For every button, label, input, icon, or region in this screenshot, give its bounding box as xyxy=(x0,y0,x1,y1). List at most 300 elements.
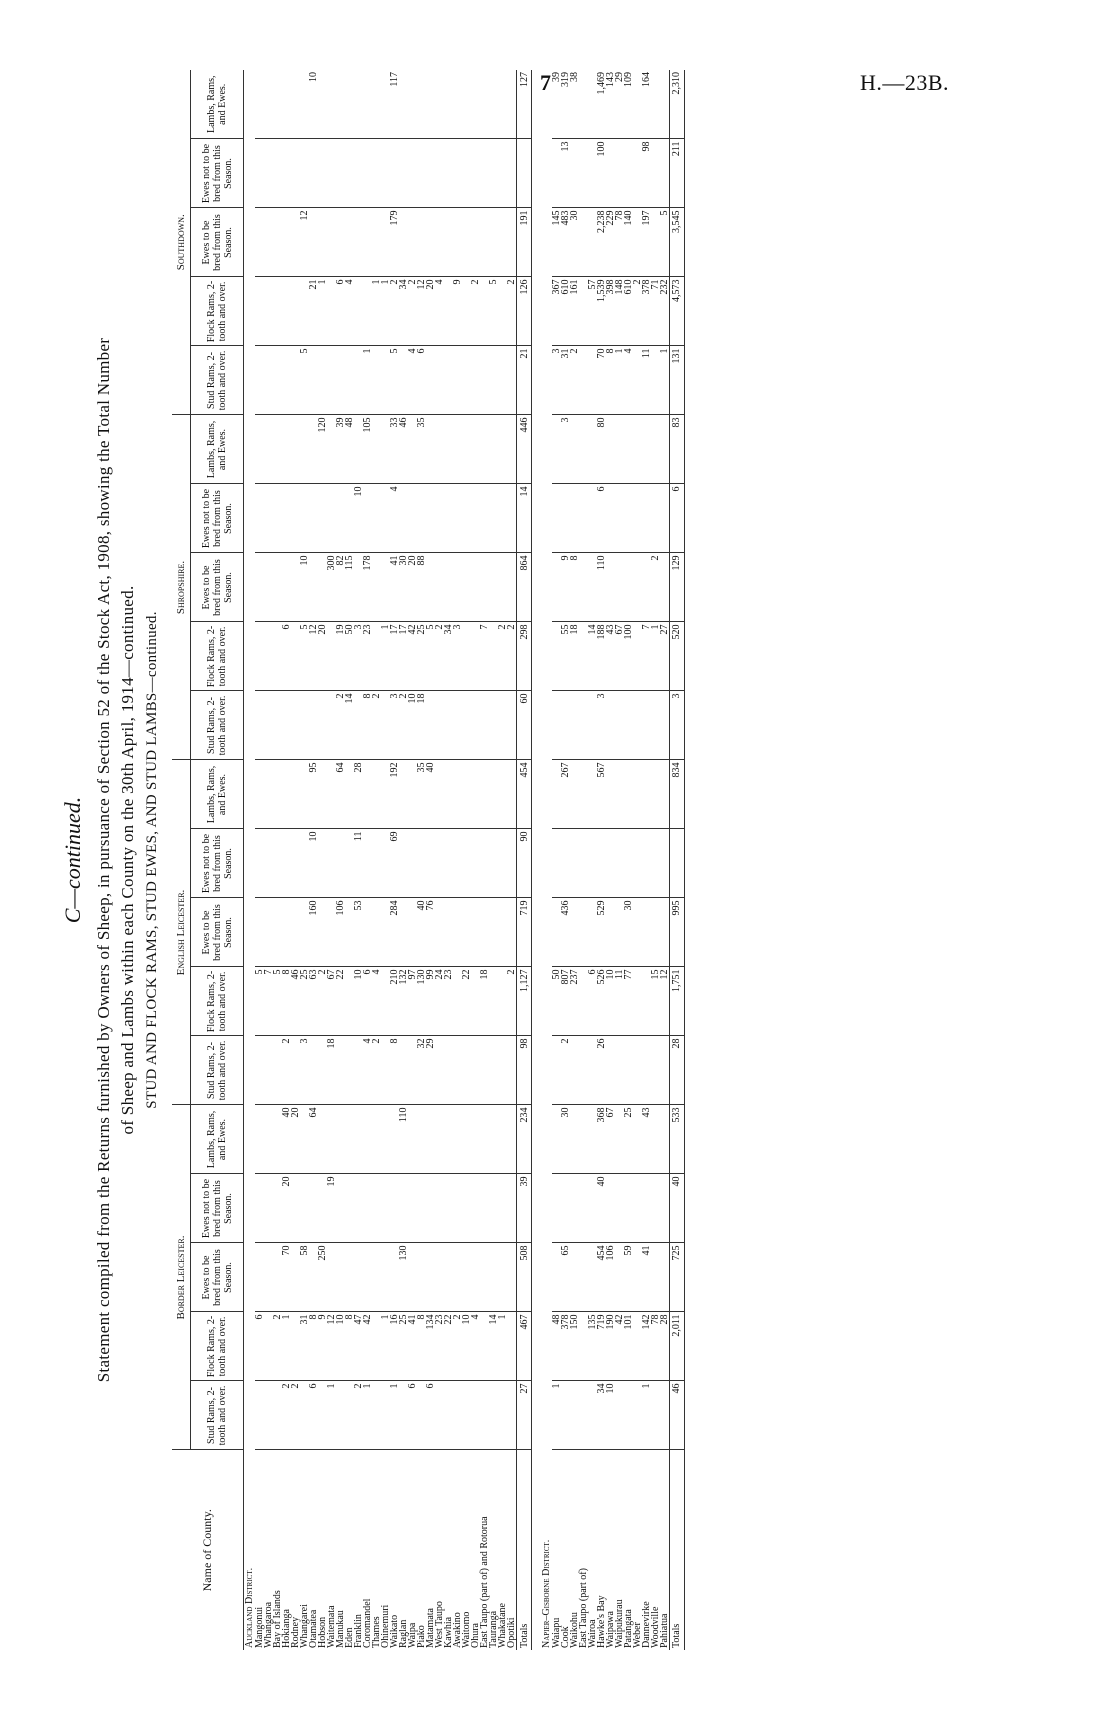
county-name: Woodville xyxy=(649,1606,661,1648)
table-cell xyxy=(372,553,381,622)
county-name: Waikato xyxy=(389,1614,400,1648)
table-cell xyxy=(552,1036,561,1105)
table-cell xyxy=(345,1174,354,1243)
table-cell xyxy=(399,484,408,553)
table-cell xyxy=(498,967,507,1036)
table-cell: 23 xyxy=(435,1312,444,1381)
table-cell: 48 xyxy=(345,415,354,484)
table-cell xyxy=(453,1174,462,1243)
table-cell: 368 xyxy=(597,1105,606,1174)
county-name: Wairoa xyxy=(586,1619,598,1648)
table-cell xyxy=(273,277,282,346)
table-cell xyxy=(624,415,633,484)
table-cell: 3 xyxy=(390,691,399,760)
table-cell: 1 xyxy=(282,1312,291,1381)
table-cell xyxy=(462,346,471,415)
table-row xyxy=(570,70,579,1650)
table-row xyxy=(507,70,517,1650)
table-cell: 2 xyxy=(633,277,642,346)
table-cell: 2 xyxy=(570,346,579,415)
table-cell xyxy=(426,691,435,760)
table-cell xyxy=(255,1381,264,1450)
table-cell: 20 xyxy=(408,553,417,622)
table-cell xyxy=(273,346,282,415)
table-cell xyxy=(615,553,624,622)
table-cell xyxy=(552,553,561,622)
table-cell xyxy=(606,1036,615,1105)
table-cell xyxy=(651,1174,660,1243)
table-cell xyxy=(300,139,309,208)
table-cell xyxy=(336,1381,345,1450)
table-cell xyxy=(471,691,480,760)
table-cell xyxy=(624,1174,633,1243)
table-cell xyxy=(651,139,660,208)
table-cell: 2 xyxy=(651,553,660,622)
table-cell xyxy=(318,208,327,277)
table-cell: 95 xyxy=(309,760,318,829)
table-cell xyxy=(354,346,363,415)
table-cell: 197 xyxy=(642,208,651,277)
totals-cell xyxy=(669,829,684,898)
county-name: Otamatea xyxy=(308,1609,319,1648)
table-cell: 18 xyxy=(480,967,489,1036)
table-row xyxy=(336,70,345,1650)
table-cell: 3 xyxy=(597,691,606,760)
table-cell xyxy=(642,484,651,553)
totals-cell: 454 xyxy=(517,760,532,829)
table-cell xyxy=(363,829,372,898)
table-cell xyxy=(651,484,660,553)
table-cell xyxy=(273,139,282,208)
table-cell xyxy=(552,829,561,898)
column-header: Stud Rams, 2-tooth and over. xyxy=(191,691,244,760)
table-cell xyxy=(498,346,507,415)
table-cell xyxy=(624,760,633,829)
table-cell xyxy=(606,760,615,829)
table-cell: 567 xyxy=(597,760,606,829)
table-cell: 4 xyxy=(345,277,354,346)
table-cell xyxy=(417,139,426,208)
table-cell: 40 xyxy=(597,1174,606,1243)
table-cell xyxy=(480,415,489,484)
table-cell xyxy=(264,1105,273,1174)
table-row xyxy=(408,70,417,1650)
table-cell xyxy=(381,1174,390,1243)
table-cell xyxy=(300,691,309,760)
table-cell xyxy=(327,829,336,898)
table-cell xyxy=(282,898,291,967)
table-cell xyxy=(318,691,327,760)
table-cell xyxy=(453,208,462,277)
table-cell xyxy=(624,553,633,622)
table-cell: 4 xyxy=(435,277,444,346)
table-cell: 32 xyxy=(417,1036,426,1105)
table-cell xyxy=(642,691,651,760)
table-cell xyxy=(444,553,453,622)
table-cell xyxy=(453,70,462,139)
table-cell xyxy=(642,1036,651,1105)
table-cell xyxy=(318,829,327,898)
breed-group-header: Border Leicester. xyxy=(172,1105,191,1450)
table-cell xyxy=(345,70,354,139)
table-cell xyxy=(444,139,453,208)
column-header: Lambs, Rams, and Ewes. xyxy=(191,415,244,484)
table-cell xyxy=(363,1174,372,1243)
page-number: 7 xyxy=(540,70,551,95)
table-cell: 1 xyxy=(381,277,390,346)
table-cell xyxy=(291,898,300,967)
table-cell xyxy=(345,1243,354,1312)
table-cell: 8 xyxy=(570,553,579,622)
table-cell xyxy=(633,553,642,622)
totals-cell: 40 xyxy=(669,1174,684,1243)
table-cell xyxy=(426,208,435,277)
table-cell xyxy=(507,1174,517,1243)
table-row xyxy=(633,70,642,1650)
table-cell: 5 xyxy=(489,277,498,346)
table-cell xyxy=(615,415,624,484)
table-cell xyxy=(417,829,426,898)
table-cell: 10 xyxy=(336,1312,345,1381)
table-cell xyxy=(498,139,507,208)
table-cell xyxy=(372,208,381,277)
county-name: Weber xyxy=(631,1622,643,1648)
table-cell: 43 xyxy=(642,1105,651,1174)
county-name: Rodney xyxy=(290,1616,301,1648)
table-cell xyxy=(471,484,480,553)
table-cell: 4 xyxy=(372,967,381,1036)
table-cell xyxy=(435,760,444,829)
table-cell: 76 xyxy=(426,898,435,967)
table-cell xyxy=(309,1036,318,1105)
table-cell xyxy=(453,484,462,553)
table-cell xyxy=(264,553,273,622)
table-cell xyxy=(264,208,273,277)
totals-cell: 21 xyxy=(517,346,532,415)
table-cell: 284 xyxy=(390,898,399,967)
table-cell xyxy=(642,553,651,622)
table-cell xyxy=(507,208,517,277)
table-cell xyxy=(408,1174,417,1243)
table-cell xyxy=(462,760,471,829)
table-cell xyxy=(480,139,489,208)
table-cell xyxy=(489,829,498,898)
table-cell xyxy=(273,691,282,760)
table-cell: 21 xyxy=(309,277,318,346)
table-cell xyxy=(444,415,453,484)
table-cell xyxy=(255,898,264,967)
table-cell: 2 xyxy=(372,691,381,760)
table-cell xyxy=(615,484,624,553)
table-cell: 24 xyxy=(435,967,444,1036)
table-cell xyxy=(327,1243,336,1312)
table-cell xyxy=(354,208,363,277)
county-name: Ohura xyxy=(470,1623,481,1648)
table-cell xyxy=(480,1105,489,1174)
table-cell: 130 xyxy=(399,1243,408,1312)
table-cell xyxy=(453,415,462,484)
table-cell xyxy=(471,208,480,277)
table-cell: 1 xyxy=(615,346,624,415)
table-cell xyxy=(489,1381,498,1450)
table-cell: 1 xyxy=(363,346,372,415)
totals-cell: 83 xyxy=(669,415,684,484)
table-cell xyxy=(480,484,489,553)
totals-cell: 1,751 xyxy=(669,967,684,1036)
table-cell xyxy=(408,1105,417,1174)
table-cell: 134 xyxy=(426,1312,435,1381)
table-cell xyxy=(444,829,453,898)
totals-row xyxy=(517,70,532,1650)
table-cell xyxy=(372,760,381,829)
table-cell xyxy=(507,415,517,484)
table-cell xyxy=(372,622,381,691)
table-cell: 39 xyxy=(552,70,561,139)
spacer-cell xyxy=(532,70,541,1650)
table-cell xyxy=(507,829,517,898)
table-cell xyxy=(282,484,291,553)
table-cell xyxy=(579,967,588,1036)
table-cell xyxy=(255,553,264,622)
totals-cell: 131 xyxy=(669,346,684,415)
table-cell xyxy=(336,346,345,415)
table-cell: 38 xyxy=(570,70,579,139)
table-cell: 398 xyxy=(606,277,615,346)
totals-cell: 2,310 xyxy=(669,70,684,139)
table-cell xyxy=(507,760,517,829)
table-row xyxy=(615,70,624,1650)
table-row xyxy=(651,70,660,1650)
table-cell: 88 xyxy=(417,553,426,622)
table-cell xyxy=(264,1312,273,1381)
table-cell: 8 xyxy=(345,1312,354,1381)
table-cell: 10 xyxy=(309,829,318,898)
table-cell xyxy=(318,760,327,829)
table-cell xyxy=(291,829,300,898)
county-name: Franklin xyxy=(353,1614,364,1648)
column-header: Stud Rams, 2-tooth and over. xyxy=(191,1036,244,1105)
table-cell: 179 xyxy=(390,208,399,277)
table-cell: 78 xyxy=(615,208,624,277)
table-cell: 10 xyxy=(606,967,615,1036)
table-cell xyxy=(489,1243,498,1312)
table-cell: 20 xyxy=(318,622,327,691)
table-cell xyxy=(345,346,354,415)
table-cell: 4 xyxy=(408,346,417,415)
table-cell xyxy=(507,898,517,967)
table-cell: 8 xyxy=(282,967,291,1036)
table-cell xyxy=(624,484,633,553)
table-cell xyxy=(399,1174,408,1243)
county-name: Thames xyxy=(371,1616,382,1648)
column-header: Ewes to be bred from this Season. xyxy=(191,553,244,622)
table-cell xyxy=(471,622,480,691)
table-cell xyxy=(633,1036,642,1105)
table-cell: 14 xyxy=(345,691,354,760)
table-cell: 1 xyxy=(318,277,327,346)
table-cell xyxy=(561,691,570,760)
table-cell xyxy=(624,1036,633,1105)
table-row xyxy=(606,70,615,1650)
table-row xyxy=(273,70,282,1650)
table-cell xyxy=(354,277,363,346)
table-cell xyxy=(345,208,354,277)
table-cell: 47 xyxy=(354,1312,363,1381)
table-cell xyxy=(471,1036,480,1105)
table-cell xyxy=(264,1174,273,1243)
table-cell: 145 xyxy=(552,208,561,277)
table-cell: 210 xyxy=(390,967,399,1036)
table-cell xyxy=(273,484,282,553)
table-cell: 143 xyxy=(606,70,615,139)
table-cell xyxy=(372,484,381,553)
table-cell xyxy=(327,691,336,760)
table-cell xyxy=(444,898,453,967)
table-cell: 7 xyxy=(480,622,489,691)
table-row xyxy=(552,70,561,1650)
table-cell xyxy=(606,484,615,553)
table-cell: 4 xyxy=(471,1312,480,1381)
county-name: Matamata xyxy=(425,1608,436,1648)
table-cell xyxy=(570,829,579,898)
table-cell xyxy=(426,70,435,139)
column-header: Lambs, Rams, and Ewes. xyxy=(191,70,244,139)
table-cell: 17 xyxy=(390,622,399,691)
table-cell: 2 xyxy=(507,277,517,346)
table-cell xyxy=(372,1174,381,1243)
county-name: Ohinemuri xyxy=(380,1604,391,1648)
district-row xyxy=(541,70,552,1650)
table-cell xyxy=(498,1105,507,1174)
table-cell: 267 xyxy=(561,760,570,829)
table-cell xyxy=(354,1243,363,1312)
table-cell xyxy=(615,1036,624,1105)
table-cell: 1 xyxy=(363,1381,372,1450)
table-cell xyxy=(273,898,282,967)
totals-cell: 39 xyxy=(517,1174,532,1243)
table-cell: 8 xyxy=(606,346,615,415)
county-name: Patangata xyxy=(622,1609,634,1648)
table-cell: 1 xyxy=(642,1381,651,1450)
table-cell xyxy=(507,70,517,139)
breed-group-header: English Leicester. xyxy=(172,760,191,1105)
table-cell: 5 xyxy=(273,967,282,1036)
totals-cell: 6 xyxy=(669,484,684,553)
table-cell xyxy=(579,139,588,208)
table-cell xyxy=(372,1243,381,1312)
table-cell: 229 xyxy=(606,208,615,277)
table-cell: 378 xyxy=(642,277,651,346)
table-cell: 77 xyxy=(624,967,633,1036)
table-cell: 14 xyxy=(588,622,597,691)
table-cell xyxy=(408,70,417,139)
totals-cell: 1,127 xyxy=(517,967,532,1036)
table-cell xyxy=(309,484,318,553)
totals-cell: 126 xyxy=(517,277,532,346)
table-cell xyxy=(579,1381,588,1450)
table-cell: 250 xyxy=(318,1243,327,1312)
table-cell: 5 xyxy=(390,346,399,415)
table-cell: 35 xyxy=(417,415,426,484)
table-cell xyxy=(552,484,561,553)
continued-heading: C—continued. xyxy=(60,796,85,924)
county-name: Waipukurau xyxy=(613,1599,625,1648)
table-cell xyxy=(498,1174,507,1243)
table-cell xyxy=(408,1243,417,1312)
totals-cell: 129 xyxy=(669,553,684,622)
table-cell: 11 xyxy=(642,346,651,415)
table-cell xyxy=(408,139,417,208)
table-cell xyxy=(480,760,489,829)
table-cell xyxy=(363,760,372,829)
table-cell xyxy=(570,1105,579,1174)
county-name: Cook xyxy=(559,1626,571,1648)
column-header: Lambs, Rams, and Ewes. xyxy=(191,760,244,829)
table-cell xyxy=(606,898,615,967)
table-cell xyxy=(309,139,318,208)
table-cell: 15 xyxy=(651,967,660,1036)
table-cell: 70 xyxy=(597,346,606,415)
table-cell xyxy=(552,415,561,484)
totals-cell: 3 xyxy=(669,691,684,760)
table-cell xyxy=(453,760,462,829)
table-cell: 1 xyxy=(498,1312,507,1381)
table-cell xyxy=(480,1243,489,1312)
table-cell xyxy=(480,898,489,967)
table-cell: 3 xyxy=(453,622,462,691)
table-cell: 80 xyxy=(597,415,606,484)
table-cell xyxy=(453,553,462,622)
table-cell xyxy=(435,484,444,553)
table-cell: 148 xyxy=(615,277,624,346)
table-cell xyxy=(354,70,363,139)
table-cell xyxy=(444,1036,453,1105)
table-cell xyxy=(651,691,660,760)
county-name: Waitemata xyxy=(326,1605,337,1648)
table-row xyxy=(390,70,399,1650)
table-cell: 115 xyxy=(345,553,354,622)
table-cell: 34 xyxy=(597,1381,606,1450)
table-cell xyxy=(579,691,588,760)
table-cell xyxy=(615,691,624,760)
spacer-row xyxy=(532,70,541,1650)
table-cell: 7 xyxy=(264,967,273,1036)
table-cell: 30 xyxy=(570,208,579,277)
totals-cell: 3,545 xyxy=(669,208,684,277)
table-cell xyxy=(264,829,273,898)
table-cell: 11 xyxy=(615,967,624,1036)
table-cell xyxy=(399,139,408,208)
table-cell xyxy=(480,691,489,760)
table-cell xyxy=(381,484,390,553)
table-cell: 106 xyxy=(336,898,345,967)
table-cell: 55 xyxy=(561,622,570,691)
table-cell xyxy=(336,829,345,898)
table-cell: 2 xyxy=(408,277,417,346)
totals-cell: 533 xyxy=(669,1105,684,1174)
table-cell: 3 xyxy=(552,346,561,415)
table-cell xyxy=(426,415,435,484)
table-cell: 12 xyxy=(309,622,318,691)
table-cell xyxy=(435,208,444,277)
table-cell xyxy=(372,139,381,208)
table-cell xyxy=(471,70,480,139)
table-cell xyxy=(390,1174,399,1243)
table-cell xyxy=(282,415,291,484)
table-cell: 2 xyxy=(498,622,507,691)
table-cell xyxy=(651,70,660,139)
table-cell xyxy=(579,415,588,484)
